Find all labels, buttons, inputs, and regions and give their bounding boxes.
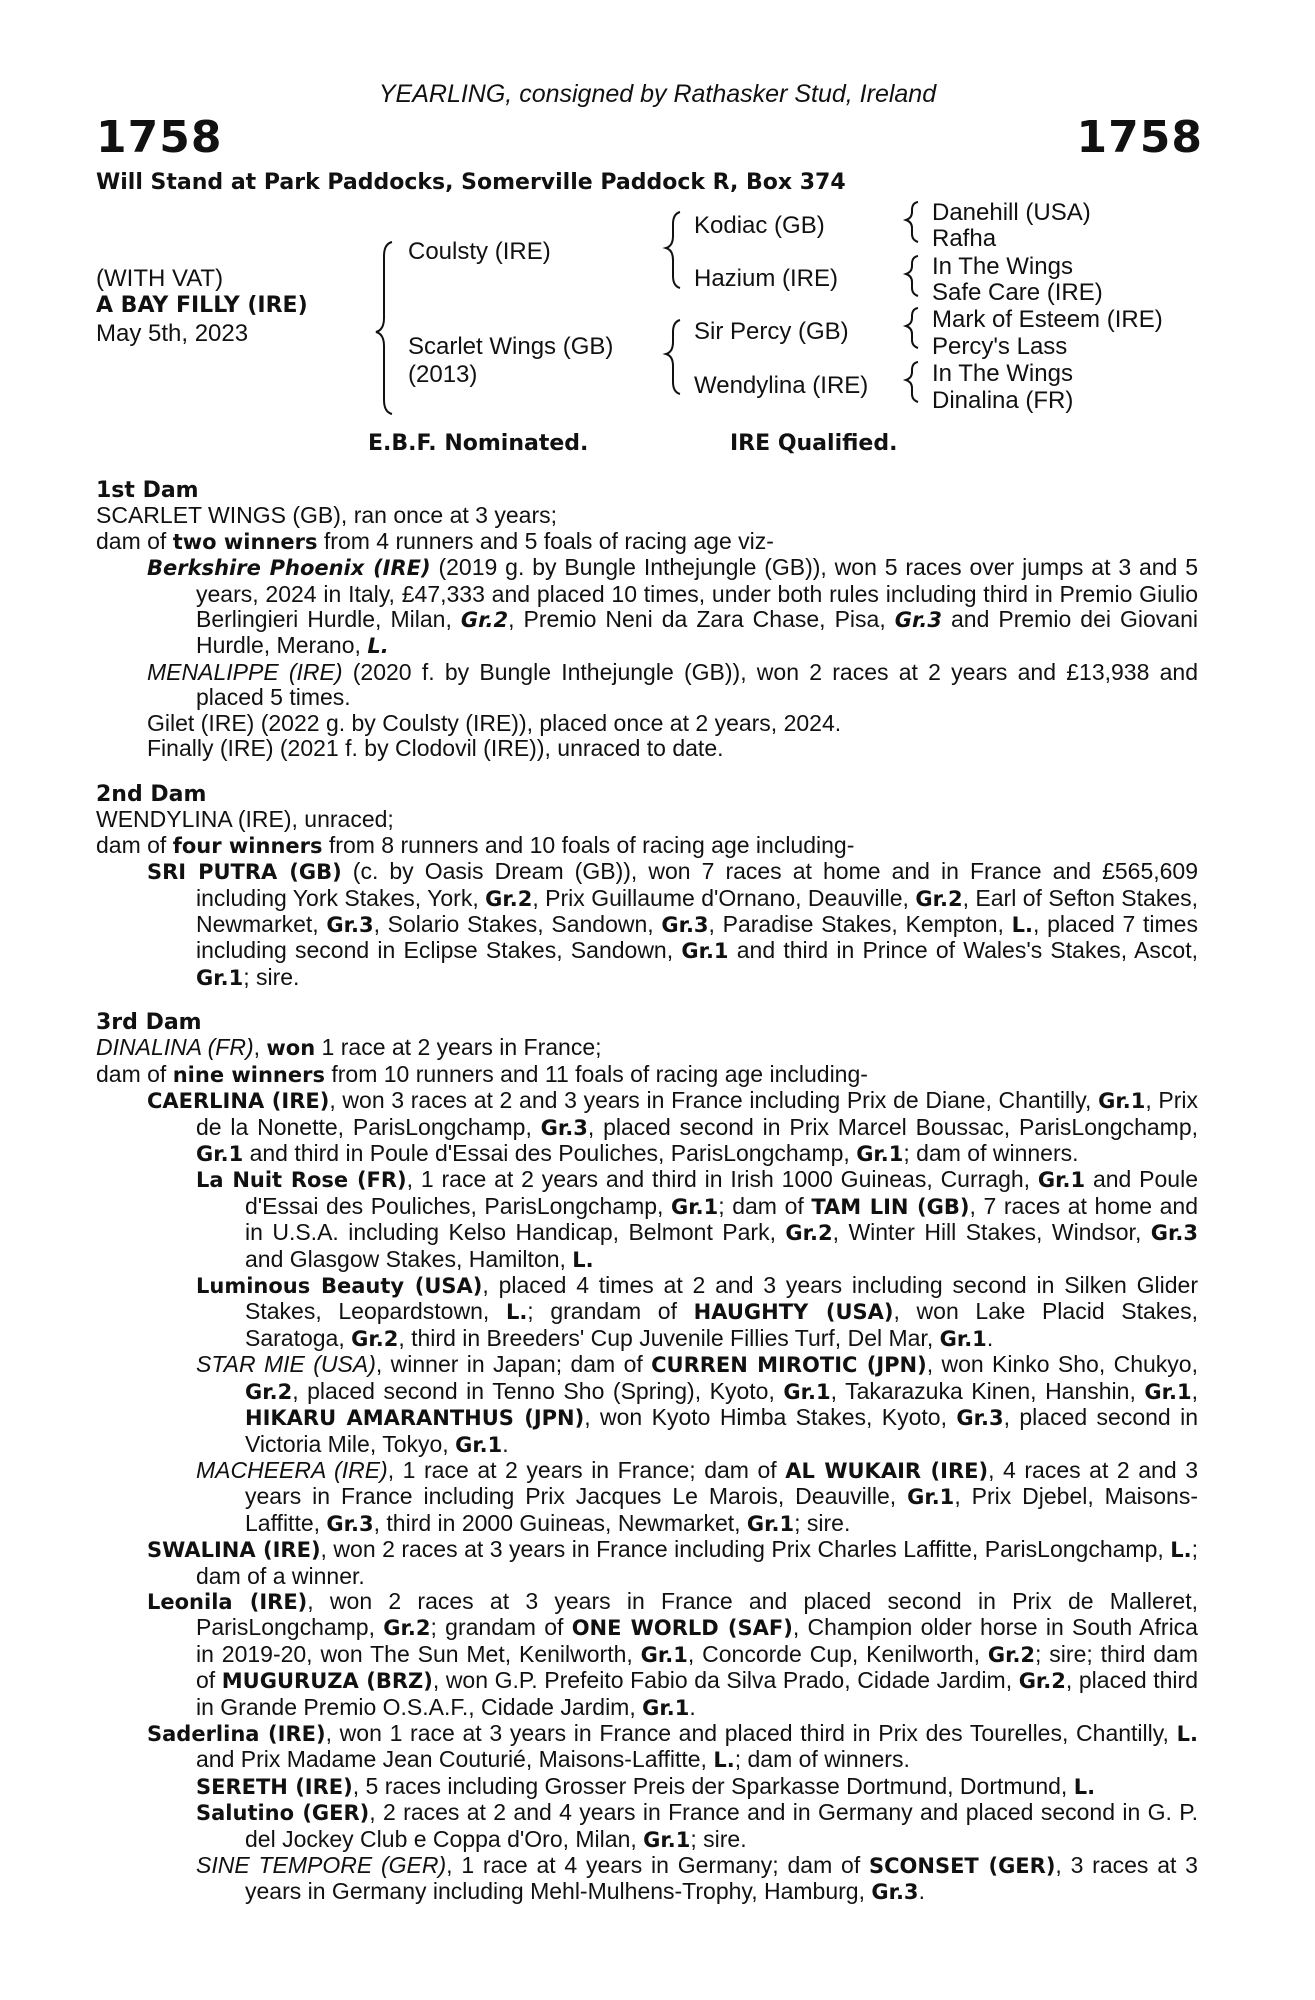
second-dam-line2: dam of four winners from 8 runners and 10 foals of racing age including- xyxy=(96,831,855,858)
produce-entry: Finally (IRE) (2021 f. by Clodovil (IRE)), unraced to date. xyxy=(147,735,724,762)
produce-entry: Gilet (IRE) (2022 g. by Coulsty (IRE)), placed once at 2 years, 2024. xyxy=(147,709,842,736)
lot-number-left: 1758 xyxy=(96,112,223,163)
third-dam-line2: dam of nine winners from 10 runners and 11 foals of racing age including- xyxy=(96,1060,868,1087)
vat-note: (WITH VAT) xyxy=(96,265,224,292)
g3-8: Dinalina (FR) xyxy=(932,387,1074,414)
g3-2: Rafha xyxy=(932,225,997,252)
produce-entry-luminous-beauty: Luminous Beauty (USA), placed 4 times at 2 and 3 years including second in Silken Glider Stakes, Leopardstown, L.; grandam of HAUGHTY (USA), won Lake Placid Stakes, Saratoga, Gr.2, third in Breeders' Cup Juvenile Fillies Turf, Del Mar, Gr.1. xyxy=(196,1272,1198,1351)
second-dam-heading: 2nd Dam xyxy=(96,782,207,807)
foaling-date: May 5th, 2023 xyxy=(96,320,249,347)
dam-year: (2013) xyxy=(408,361,478,388)
produce-entry: SRI PUTRA (GB) (c. by Oasis Dream (GB)), won 7 races at home and in France and £565,609 including York Stakes, York, Gr.2, Prix Guillaume d'Ornano, Deauville, Gr.2, Earl of Sefton Stakes, Newmarket, Gr.3, Solario Stakes, Sandown, Gr.3, Paradise Stakes, Kempton, L., placed 7 times including second in Eclipse Stakes, Sandown, Gr.1 and third in Prince of Wales's Stakes, Ascot, Gr.1; sire. xyxy=(147,858,1198,990)
third-dam-line1: DINALINA (FR), won 1 race at 2 years in France; xyxy=(96,1034,602,1061)
third-dam-section xyxy=(96,1010,1198,1906)
sire-dam: Hazium (IRE) xyxy=(694,265,839,292)
g3-6: Percy's Lass xyxy=(932,333,1068,360)
third-dam-heading: 3rd Dam xyxy=(96,1010,202,1035)
produce-entry-leonila: Leonila (IRE), won 2 races at 3 years in France and placed second in Prix de Malleret, ParisLongchamp, Gr.2; grandam of ONE WORLD (SAF), Champion older horse in South Africa in 2019-20, won The Sun Met, Kenilworth, Gr.1, Concorde Cup, Kenilworth, Gr.2; sire; third dam of MUGURUZA (BRZ), won G.P. Prefeito Fabio da Silva Prado, Cidade Jardim, Gr.2, placed third in Grande Premio O.S.A.F., Cidade Jardim, Gr.1. xyxy=(147,1587,1199,1720)
sire: Coulsty (IRE) xyxy=(408,238,551,265)
second-dam-line1: WENDYLINA (IRE), unraced; xyxy=(96,806,394,833)
sire-sire: Kodiac (GB) xyxy=(694,212,825,239)
dam-sire: Sir Percy (GB) xyxy=(694,318,849,345)
g3-5: Mark of Esteem (IRE) xyxy=(932,306,1163,333)
g3-3: In The Wings xyxy=(932,253,1073,280)
dam-dam: Wendylina (IRE) xyxy=(694,372,869,399)
produce-entry-star-mie: STAR MIE (USA), winner in Japan; dam of CURREN MIROTIC (JPN), won Kinko Sho, Chukyo, Gr.2, placed second in Tenno Sho (Spring), Kyoto, Gr.1, Takarazuka Kinen, Hanshin, Gr.1, HIKARU AMARANTHUS (JPN), won Kyoto Himba Stakes, Kyoto, Gr.3, placed second in Victoria Mile, Tokyo, Gr.1. xyxy=(196,1351,1199,1457)
produce-entry-swalina: SWALINA (IRE), won 2 races at 3 years in France including Prix Charles Laffitte, ParisLongchamp, L.; dam of a winner. xyxy=(147,1536,1198,1589)
stand-location: Will Stand at Park Paddocks, Somerville Paddock R, Box 374 xyxy=(96,170,846,195)
g3-1: Danehill (USA) xyxy=(932,199,1091,226)
produce-entry: MENALIPPE (IRE) (2020 f. by Bungle Inthejungle (GB)), won 2 races at 2 years and £13,938 and placed 5 times. xyxy=(147,658,1198,711)
first-dam-line2: dam of two winners from 4 runners and 5 foals of racing age viz- xyxy=(96,527,774,554)
first-dam-heading: 1st Dam xyxy=(96,478,199,503)
ire-badge: IRE Qualified. xyxy=(730,431,898,456)
first-dam-section xyxy=(96,478,1198,761)
produce-entry-macheera: MACHEERA (IRE), 1 race at 2 years in France; dam of AL WUKAIR (IRE), 4 races at 2 and 3 years in France including Prix Jacques Le Marois, Deauville, Gr.1, Prix Djebel, Maisons-Laffitte, Gr.3, third in 2000 Guineas, Newmarket, Gr.1; sire. xyxy=(196,1456,1198,1536)
produce-entry: Berkshire Phoenix (IRE) (2019 g. by Bungle Inthejungle (GB)), won 5 races over jumps at 3 and 5 years, 2024 in Italy, £47,333 and placed 10 times, under both rules including third in Premio Giulio Berlingieri Hurdle, Milan, Gr.2, Premio Neni da Zara Chase, Pisa, Gr.3 and Premio dei Giovani Hurdle, Merano, L. xyxy=(147,554,1198,659)
produce-entry-sine-tempore: SINE TEMPORE (GER), 1 race at 4 years in Germany; dam of SCONSET (GER), 3 races at 3 years in Germany including Mehl-Mulhens-Trophy, Hamburg, Gr.3. xyxy=(196,1852,1198,1905)
g3-7: In The Wings xyxy=(932,360,1073,387)
produce-entry-la-nuit-rose: La Nuit Rose (FR), 1 race at 2 years and third in Irish 1000 Guineas, Curragh, Gr.1 and Poule d'Essai des Pouliches, ParisLongchamp, Gr.1; dam of TAM LIN (GB), 7 races at home and in U.S.A. including Kelso Handicap, Belmont Park, Gr.2, Winter Hill Stakes, Windsor, Gr.3 and Glasgow Stakes, Hamilton, L. xyxy=(196,1166,1198,1272)
g3-4: Safe Care (IRE) xyxy=(932,279,1103,306)
horse-name: A BAY FILLY (IRE) xyxy=(96,293,308,318)
ebf-badge: E.B.F. Nominated. xyxy=(368,431,589,456)
pedigree-brackets xyxy=(0,0,1315,470)
produce-entry-saderlina: Saderlina (IRE), won 1 race at 3 years in France and placed third in Prix des Tourelles, Chantilly, L. and Prix Madame Jean Couturié, Maisons-Laffitte, L.; dam of winners. xyxy=(147,1719,1199,1773)
first-dam-line1: SCARLET WINGS (GB), ran once at 3 years; xyxy=(96,502,557,529)
dam: Scarlet Wings (GB) xyxy=(408,333,614,360)
consignment-line: YEARLING, consigned by Rathasker Stud, Ireland xyxy=(378,80,937,108)
lot-number-right: 1758 xyxy=(1076,112,1203,163)
produce-entry-salutino: Salutino (GER), 2 races at 2 and 4 years in France and in Germany and placed second in G. P. del Jockey Club e Coppa d'Oro, Milan, Gr.1; sire. xyxy=(196,1799,1198,1852)
second-dam-section xyxy=(96,782,1198,991)
produce-entry-sereth: SERETH (IRE), 5 races including Grosser Preis der Sparkasse Dortmund, Dortmund, L. xyxy=(196,1772,1096,1799)
produce-entry-caerlina: CAERLINA (IRE), won 3 races at 2 and 3 years in France including Prix de Diane, Chantilly, Gr.1, Prix de la Nonette, ParisLongchamp, Gr.3, placed second in Prix Marcel Boussac, ParisLongchamp, Gr.1 and third in Poule d'Essai des Pouliches, ParisLongchamp, Gr.1; dam of winners. xyxy=(147,1087,1199,1167)
